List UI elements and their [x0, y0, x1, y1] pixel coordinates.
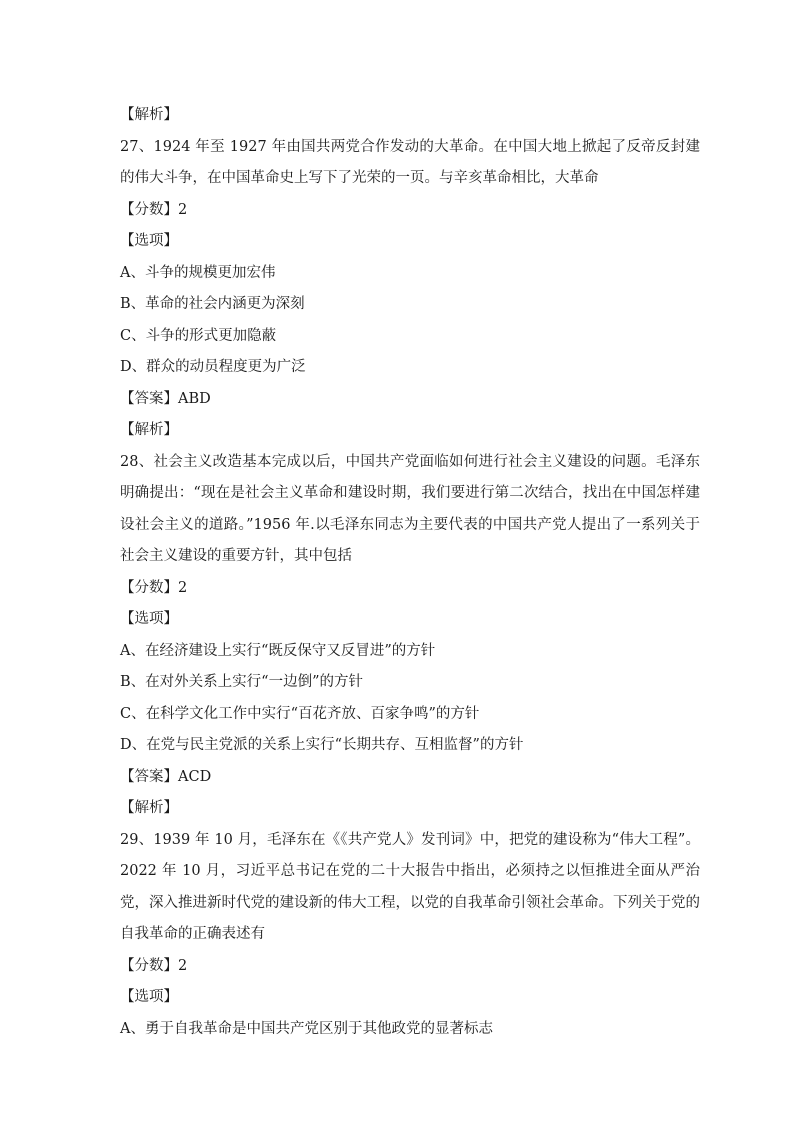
- options-label: 【选项】: [120, 989, 178, 1005]
- option-c: C、斗争的形式更加隐蔽: [120, 327, 277, 344]
- options-label: 【选项】: [120, 611, 178, 627]
- options-label: 【选项】: [120, 233, 178, 249]
- section-label-analysis: 【解析】: [120, 107, 178, 123]
- option-a: A、在经济建设上实行“既反保守又反冒进”的方针: [120, 642, 436, 659]
- option-d: D、在党与民主党派的关系上实行“长期共存、互相监督”的方针: [120, 737, 524, 753]
- option-a: A、勇于自我革命是中国共产党区别于其他政党的显著标志: [120, 1020, 493, 1037]
- score-label: 【分数】2: [120, 201, 188, 218]
- question-28-stem: 28、社会主义改造基本完成以后，中国共产党面临如何进行社会主义建设的问题。毛泽东明确提出：“现在是社会主义革命和建设时期，我们要进行第二次结合，找出在中国怎样建设社会主义的道路。”1956 年.以毛泽东同志为主要代表的中国共产党人提出了一系列关于社会主义建设的重要方针，其中包括: [120, 453, 700, 564]
- section-label-analysis: 【解析】: [120, 800, 178, 816]
- score-label: 【分数】2: [120, 579, 188, 596]
- option-c: C、在科学文化工作中实行“百花齐放、百家争鸣”的方针: [120, 705, 480, 722]
- option-a: A、斗争的规模更加宏伟: [120, 264, 276, 281]
- answer-label: 【答案】ACD: [120, 768, 212, 785]
- score-label: 【分数】2: [120, 957, 188, 974]
- option-d: D、群众的动员程度更为广泛: [120, 359, 306, 375]
- document-body: [120, 100, 700, 1045]
- option-b: B、革命的社会内涵更为深刻: [120, 296, 305, 312]
- section-label-analysis: 【解析】: [120, 422, 178, 438]
- question-29-stem: 29、1939 年 10 月，毛泽东在《《共产党人》发刊词》中，把党的建设称为“伟大工程”。2022 年 10 月，习近平总书记在党的二十大报告中指出，必须持之以恒推进全面从严治党，深入推进新时代党的建设新的伟大工程，以党的自我革命引领社会革命。下列关于党的自我革命的正确表述有: [120, 831, 700, 942]
- answer-label: 【答案】ABD: [120, 390, 211, 407]
- option-b: B、在对外关系上实行“一边倒”的方针: [120, 674, 363, 690]
- question-27-stem: 27、1924 年至 1927 年由国共两党合作发动的大革命。在中国大地上掀起了反帝反封建的伟大斗争，在中国革命史上写下了光荣的一页。与辛亥革命相比，大革命: [120, 138, 700, 186]
